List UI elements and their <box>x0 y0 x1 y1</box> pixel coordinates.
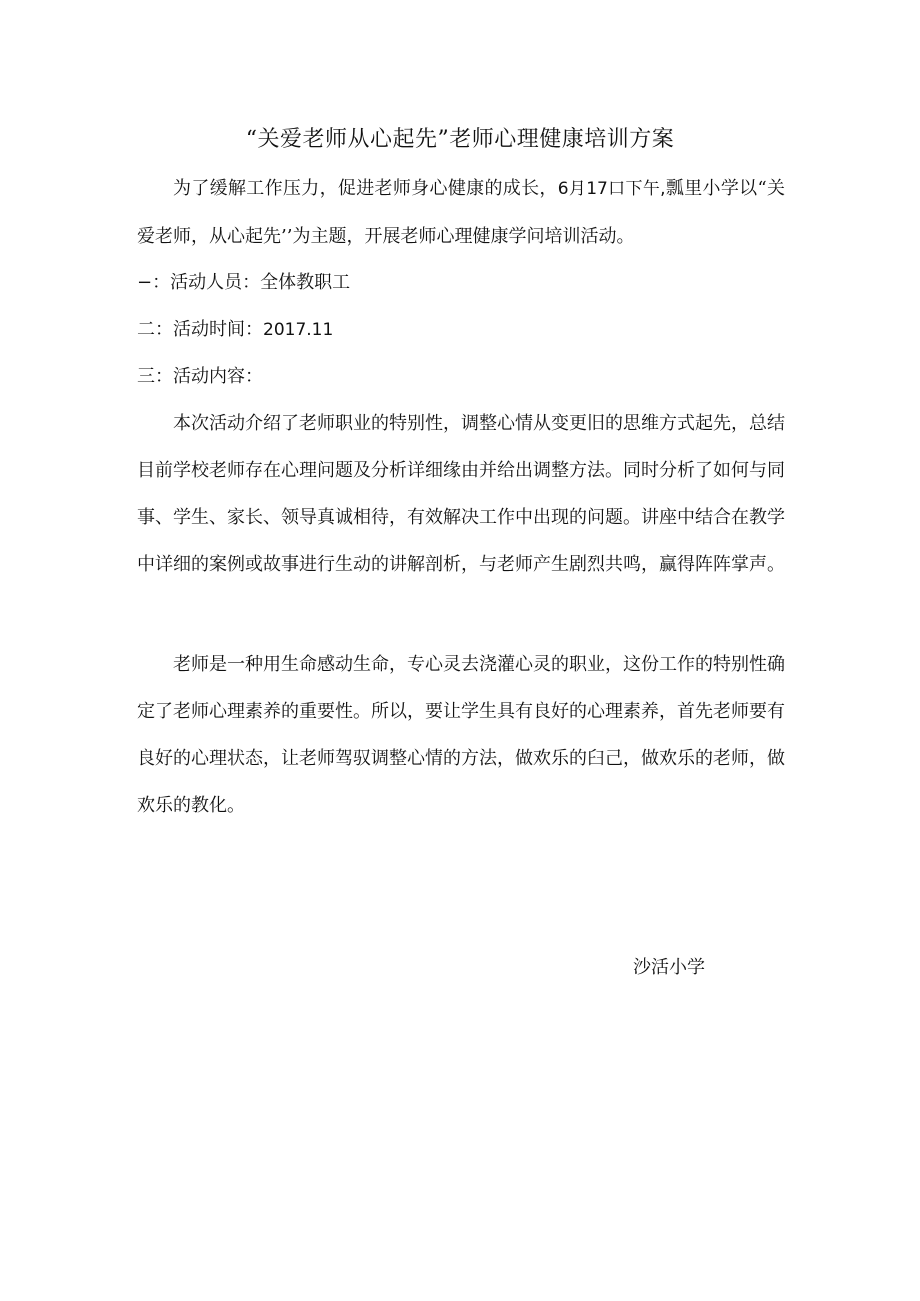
intro-text-part1: 为了缓解工作压力，促进老师身心健康的成长， <box>173 178 558 199</box>
signature: 沙活小学 <box>633 957 705 978</box>
time-value: 2017.11 <box>263 320 334 340</box>
content-paragraph-1: 本次活动介绍了老师职业的特别性，调整心情从变更旧的思维方式起先，总结目前学校老师存在心理问题及分析详细缘由并给出调整方法。同时分析了如何与同事、学生、家长、领导真诚相待，有效解决工作中出现的问题。讲座中结合在教学中详细的案例或故事进行生动的讲解剖析，与老师产生剧烈共鸣，赢得阵阵掌声。 <box>137 413 785 575</box>
time-line <box>137 306 785 354</box>
intro-text-part2: 瓢里小学以“关爱老师，从心起先’’为主题，开展老师心理健康学问培训活动。 <box>137 178 786 247</box>
content-paragraph-2: 老师是一种用生命感动生命，专心灵去浇灌心灵的职业，这份工作的特别性确定了老师心理素养的重要性。所以，要让学生具有良好的心理素养，首先老师要有良好的心理状态，让老师驾驭调整心情的方法，做欢乐的臼己，做欢乐的老师，做欢乐的教化。 <box>137 654 785 816</box>
content-heading: 三：活动内容： <box>137 366 263 387</box>
document-title: “关爱老师从心起先”老师心理健康培训方案 <box>245 127 675 152</box>
time-label: 二：活动时间： <box>137 319 263 340</box>
intro-paragraph <box>137 165 785 260</box>
intro-date: 6月17口下午, <box>557 179 666 199</box>
participants-line: −：活动人员：全体教职工 <box>137 272 351 293</box>
